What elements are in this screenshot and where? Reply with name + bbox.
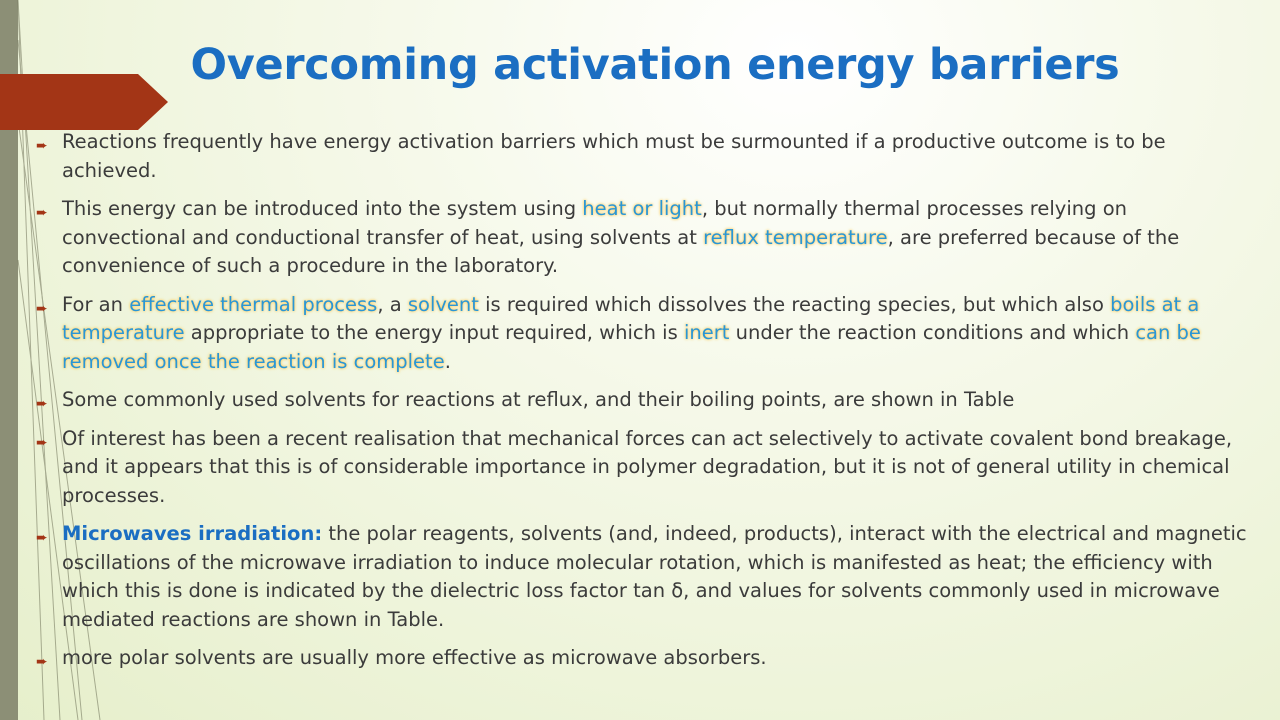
arrow-icon: ➨ <box>36 396 48 412</box>
arrow-icon: ➨ <box>36 654 48 670</box>
arrow-icon: ➨ <box>36 205 48 221</box>
bullet-item-5 <box>36 425 1256 511</box>
highlight-reflux-temperature: reflux temperature <box>703 225 888 249</box>
bullet-text: . <box>444 349 451 373</box>
bullet-text: , are preferred because of the convenience of such a procedure in the laboratory. <box>62 225 1180 277</box>
highlight-inert: inert <box>683 321 730 344</box>
bullet-text: more polar solvents are usually more effective as microwave absorbers. <box>62 646 767 669</box>
highlight-can-be-removed: can be removed once the reaction is complete <box>62 321 1201 373</box>
bullet-item-6 <box>36 520 1256 634</box>
bullet-item-7 <box>36 644 1256 673</box>
bullet-item-1 <box>36 128 1256 185</box>
arrow-icon: ➨ <box>36 530 48 546</box>
highlight-microwaves-irradiation: Microwaves irradiation: <box>62 522 323 545</box>
bullet-item-2 <box>36 195 1256 281</box>
bullet-item-3 <box>36 291 1256 377</box>
highlight-boils-at-temperature: boils at a temperature <box>62 292 1200 344</box>
bullet-text: Some commonly used solvents for reactions at reflux, and their boiling points, are shown in Table <box>62 388 1015 411</box>
highlight-solvent: solvent <box>407 292 479 316</box>
bullet-text: This energy can be introduced into the system using <box>62 197 583 220</box>
bullet-text: For an <box>62 292 130 316</box>
highlight-effective-thermal-process: effective thermal process <box>129 292 378 316</box>
arrow-icon: ➨ <box>36 300 48 317</box>
bullet-list <box>36 128 1256 673</box>
bullet-text: , a <box>377 292 408 316</box>
arrow-icon: ➨ <box>36 434 48 451</box>
bullet-text: Of interest has been a recent realisation that mechanical forces can act selectively to activate covalent bond breakage, and it appears that this is of considerable importance in polymer degradation, but it is not of general utility in chemical processes. <box>62 426 1233 507</box>
bullet-text: is required which dissolves the reacting species, but which also <box>478 292 1111 316</box>
bullet-text: appropriate to the energy input required, which is <box>184 321 684 344</box>
bullet-text: Reactions frequently have energy activation barriers which must be surmounted if a productive outcome is to be achieved. <box>62 130 1166 182</box>
highlight-heat-or-light: heat or light <box>582 197 702 220</box>
bullet-text: the polar reagents, solvents (and, indeed, products), interact with the electrical and magnetic oscillations of the microwave irradiation to induce molecular rotation, which is manifested as heat; the efficiency with which this is done is indicated by the dielectric loss factor tan δ, and values for solvents commonly used in microwave mediated reactions are shown in Table. <box>62 522 1247 631</box>
arrow-icon: ➨ <box>36 138 48 154</box>
bullet-text: under the reaction conditions and which <box>729 321 1136 344</box>
bullet-item-4 <box>36 386 1256 415</box>
slide-title: Overcoming activation energy barriers <box>190 40 1120 90</box>
bullet-text: , but normally thermal processes relying on convectional and conductional transfer of heat, using solvents at <box>62 197 1127 249</box>
